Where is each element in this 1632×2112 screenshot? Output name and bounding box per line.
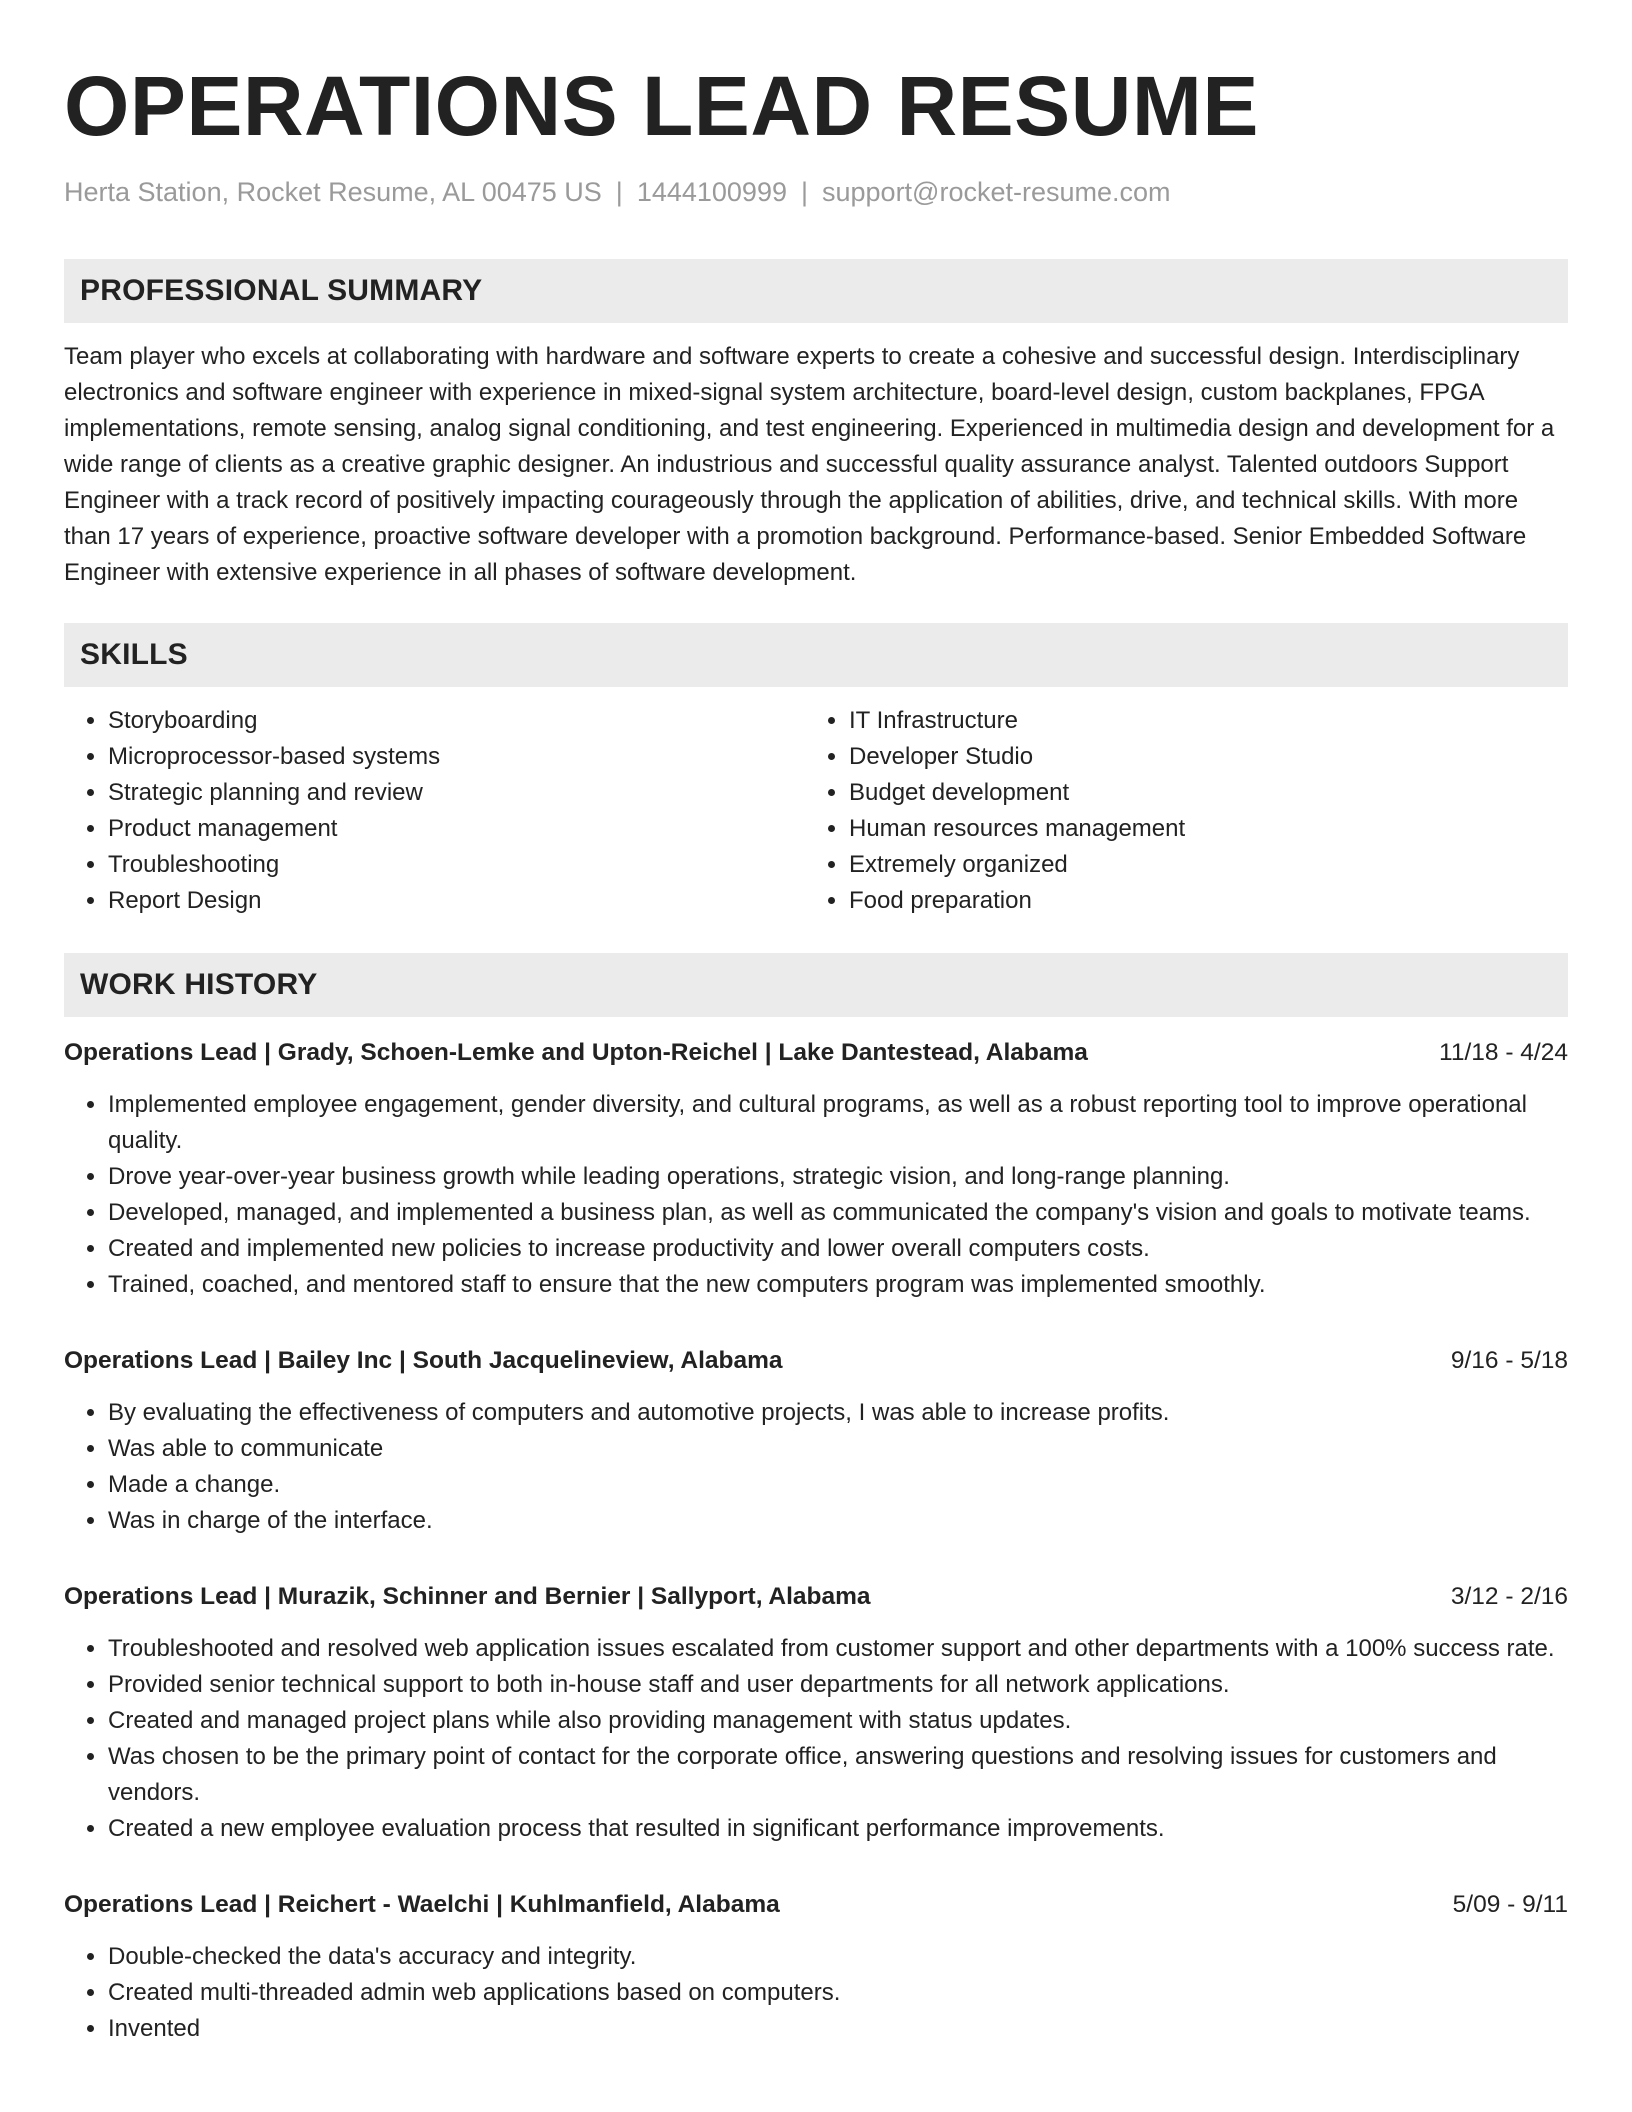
job-bullet: • Created and implemented new policies to increase productivity and lower overall computers costs. (108, 1231, 1568, 1267)
job-heading: Operations Lead | Bailey Inc | South Jacquelineview, Alabama (64, 1347, 783, 1375)
skill-item: • Extremely organized (849, 847, 1568, 883)
skill-item: • Microprocessor-based systems (108, 739, 805, 775)
skill-item: • Budget development (849, 775, 1568, 811)
contact-separator: | (800, 177, 808, 207)
job-bullet: • Troubleshooted and resolved web application issues escalated from customer support and other departments with a 100% success rate. (108, 1631, 1568, 1667)
job-bullet: • Drove year-over-year business growth while leading operations, strategic vision, and long-range planning. (108, 1159, 1568, 1195)
job-heading: Operations Lead | Murazik, Schinner and Bernier | Sallyport, Alabama (64, 1583, 871, 1611)
contact-phone: 1444100999 (636, 177, 787, 207)
contact-separator: | (615, 177, 623, 207)
job-bullet: • Created a new employee evaluation process that resulted in significant performance improvements. (108, 1811, 1568, 1847)
skill-item: • Food preparation (849, 883, 1568, 919)
resume-title: OPERATIONS LEAD RESUME (64, 59, 1259, 153)
section-header-summary: PROFESSIONAL SUMMARY (64, 259, 1568, 323)
job-bullet: • Implemented employee engagement, gender diversity, and cultural programs, as well as a robust reporting tool to improve operational quality. (108, 1087, 1568, 1159)
job-heading: Operations Lead | Reichert - Waelchi | Kuhlmanfield, Alabama (64, 1891, 780, 1919)
job-bullet: • Was in charge of the interface. (108, 1503, 1568, 1539)
job-entry (64, 1887, 1568, 2047)
skill-item: • Human resources management (849, 811, 1568, 847)
skills-column-left (64, 703, 805, 919)
job-bullet: • Was able to communicate (108, 1431, 1568, 1467)
job-heading-row (64, 1887, 1568, 1923)
section-header-work-history: WORK HISTORY (64, 953, 1568, 1017)
skill-item: • Troubleshooting (108, 847, 805, 883)
skill-item: • Report Design (108, 883, 805, 919)
skill-item: • Developer Studio (849, 739, 1568, 775)
job-bullet: • Made a change. (108, 1467, 1568, 1503)
job-bullet: • Provided senior technical support to both in-house staff and user departments for all network applications. (108, 1667, 1568, 1703)
job-bullet: • Created and managed project plans while also providing management with status updates. (108, 1703, 1568, 1739)
job-dates: 9/16 - 5/18 (1450, 1347, 1568, 1375)
summary-text: Team player who excels at collaborating with hardware and software experts to create a cohesive and successful design. Interdisciplinary electronics and software engineer with experience in mixed-signal system architecture, board-level design, custom backplanes, FPGA implementations, remote sensing, analog signal conditioning, and test engineering. Experienced in multimedia design and development for a wide range of clients as a creative graphic designer. An industrious and successful quality assurance analyst. Talented outdoors Support Engineer with a track record of positively impacting courageously through the application of abilities, drive, and technical skills. With more than 17 years of experience, proactive software developer with a promotion background. Performance-based. Senior Embedded Software Engineer with extensive experience in all phases of software development. (64, 343, 1555, 587)
skill-item: • Product management (108, 811, 805, 847)
section-header-skills: SKILLS (64, 623, 1568, 687)
job-heading-row (64, 1579, 1568, 1615)
job-entry (64, 1579, 1568, 1847)
job-bullet: • Created multi-threaded admin web applications based on computers. (108, 1975, 1568, 2011)
contact-email[interactable]: support@rocket-resume.com (822, 177, 1171, 207)
job-heading-row (64, 1343, 1568, 1379)
job-heading: Operations Lead | Grady, Schoen-Lemke and Upton-Reichel | Lake Dantestead, Alabama (64, 1039, 1088, 1067)
job-heading-row (64, 1035, 1568, 1071)
job-dates: 11/18 - 4/24 (1439, 1039, 1568, 1067)
job-bullets (64, 1939, 1568, 2047)
job-entry (64, 1343, 1568, 1539)
contact-line (64, 176, 1568, 208)
job-bullet: • Trained, coached, and mentored staff to ensure that the new computers program was implemented smoothly. (108, 1267, 1568, 1303)
skill-item: • Strategic planning and review (108, 775, 805, 811)
job-bullet: • Double-checked the data's accuracy and integrity. (108, 1939, 1568, 1975)
contact-address: Herta Station, Rocket Resume, AL 00475 US (64, 177, 602, 207)
job-dates: 3/12 - 2/16 (1450, 1583, 1568, 1611)
job-entry (64, 1035, 1568, 1303)
skills-list (64, 703, 1568, 919)
job-bullets (64, 1631, 1568, 1847)
skill-item: • Storyboarding (108, 703, 805, 739)
skill-item: • IT Infrastructure (849, 703, 1568, 739)
job-bullets (64, 1087, 1568, 1303)
job-bullets (64, 1395, 1568, 1539)
job-bullet: • Developed, managed, and implemented a business plan, as well as communicated the company's vision and goals to motivate teams. (108, 1195, 1568, 1231)
job-bullet: • Was chosen to be the primary point of contact for the corporate office, answering questions and resolving issues for customers and vendors. (108, 1739, 1568, 1811)
job-bullet: • Invented (108, 2011, 1568, 2047)
job-bullet: • By evaluating the effectiveness of computers and automotive projects, I was able to increase profits. (108, 1395, 1568, 1431)
skills-column-right (805, 703, 1568, 919)
job-dates: 5/09 - 9/11 (1452, 1891, 1568, 1919)
